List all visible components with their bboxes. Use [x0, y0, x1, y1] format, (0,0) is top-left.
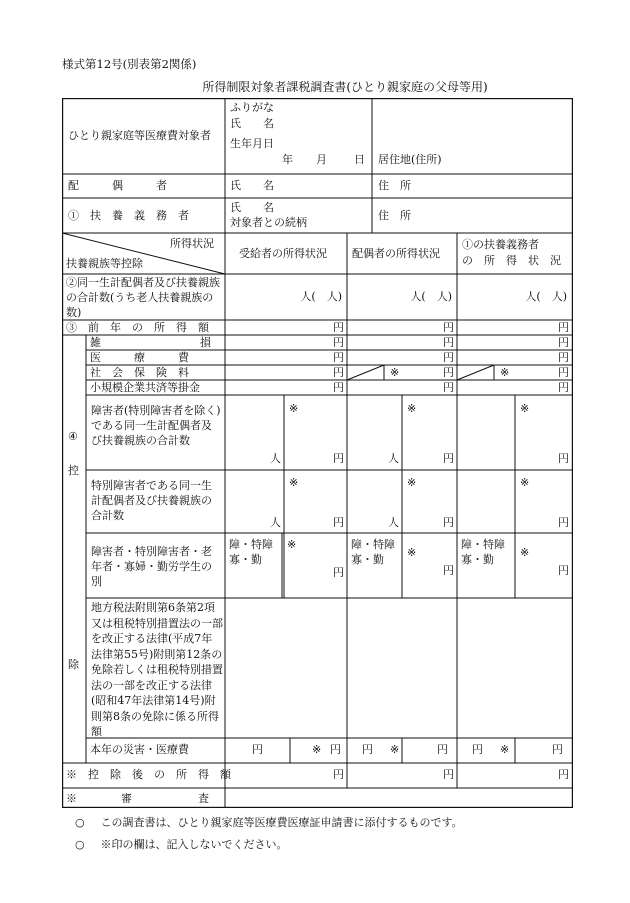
- note-item: [75, 834, 463, 856]
- category-label: 障害者・特別障害者・老年者・寡婦・勤労学生の別: [91, 545, 212, 588]
- disabled-obligor-yen: 円: [558, 452, 569, 465]
- special-disabled-spouse-mark: ※: [407, 476, 417, 489]
- disaster-obligor-mark: ※: [500, 743, 510, 756]
- prev-income-label: ③ 前 年 の 所 得 額: [66, 321, 209, 334]
- social-insurance-recipient-yen: 円: [333, 366, 344, 379]
- category-obligor-choice1: 障・特障: [461, 538, 505, 551]
- small-business-obligor-yen: 円: [558, 381, 569, 394]
- residence-label: 居住地(住所): [378, 153, 442, 166]
- disaster-spouse-yen-1: 円: [362, 743, 373, 756]
- disaster-spouse-mark: ※: [390, 743, 400, 756]
- social-insurance-spouse-mark: ※: [390, 366, 400, 379]
- disaster-label: 本年の災害・医療費: [90, 743, 189, 756]
- survey-form-table: [62, 98, 573, 808]
- header-obligor-1: ①の扶養義務者: [462, 238, 539, 251]
- disabled-recipient-yen: 円: [333, 452, 344, 465]
- obligor-label: ① 扶 養 義 務 者: [68, 209, 189, 222]
- page-title: 所得制限対象者課税調査書(ひとり親家庭の父母等用): [202, 80, 488, 94]
- medical-recipient-yen: 円: [333, 351, 344, 364]
- deduction-char-1: 控: [68, 464, 79, 477]
- birth-year-label: 年: [282, 153, 293, 166]
- category-spouse-choice2: 寡・勤: [351, 553, 384, 566]
- social-insurance-obligor-yen: 円: [558, 366, 569, 379]
- special-disabled-recipient-person: 人: [270, 516, 281, 529]
- furigana-label: ふりがな: [230, 101, 274, 114]
- category-obligor-yen: 円: [558, 564, 569, 577]
- form-number: 様式第12号(別表第2関係): [62, 57, 197, 71]
- special-disabled-recipient-yen: 円: [333, 516, 344, 529]
- category-recipient-choice2: 寡・勤: [229, 553, 262, 566]
- disaster-recipient-yen-2: 円: [330, 743, 341, 756]
- deduction-char-2: 除: [68, 658, 79, 671]
- special-disabled-spouse-person: 人: [388, 516, 399, 529]
- after-deduction-label: ※ 控 除 後 の 所 得 額: [66, 768, 231, 781]
- spouse-name-label: 氏 名: [230, 179, 274, 192]
- birthdate-label: 生年月日: [230, 137, 274, 150]
- social-insurance-obligor-mark: ※: [500, 366, 510, 379]
- medical-spouse-yen: 円: [443, 351, 454, 364]
- header-spouse: 配偶者の所得状況: [352, 247, 440, 260]
- disaster-obligor-yen-2: 円: [552, 743, 563, 756]
- category-spouse-yen: 円: [443, 564, 454, 577]
- after-deduction-obligor-yen: 円: [558, 768, 569, 781]
- tax-law-label: 地方税法附則第6条第2項又は租税特別措置法の一部を改正する法律(平成7年法律第55号)附則第12条の免除若しくは租税特別措置法の一部を改正する法律(昭和47年法律第14号)附則第8条の免除に係る所得額: [91, 601, 223, 738]
- obligor-dependents-count: 人( 人): [525, 290, 567, 303]
- special-disabled-obligor-mark: ※: [520, 476, 530, 489]
- category-spouse-mark: ※: [407, 546, 417, 559]
- category-obligor-mark: ※: [520, 546, 530, 559]
- disaster-recipient-mark: ※: [312, 743, 322, 756]
- disaster-obligor-yen-1: 円: [472, 743, 483, 756]
- disabled-recipient-mark: ※: [289, 402, 299, 415]
- prev-income-spouse-yen: 円: [443, 321, 454, 334]
- medical-obligor-yen: 円: [558, 351, 569, 364]
- review-label: ※ 審 査: [66, 792, 209, 805]
- small-business-spouse-yen: 円: [443, 381, 454, 394]
- disaster-recipient-yen-1: 円: [252, 743, 263, 756]
- deduction-number: ④: [68, 430, 78, 443]
- category-recipient-choice1: 障・特障: [229, 538, 273, 551]
- disabled-spouse-person: 人: [388, 452, 399, 465]
- category-recipient-mark: ※: [287, 538, 297, 551]
- disabled-recipient-person: 人: [270, 452, 281, 465]
- target-name-label: 氏 名: [230, 117, 274, 130]
- special-disabled-recipient-mark: ※: [289, 476, 299, 489]
- obligor-relation-label: 対象者との続柄: [230, 216, 307, 229]
- misc-loss-label: 雑 損: [90, 336, 211, 349]
- misc-loss-obligor-yen: 円: [558, 336, 569, 349]
- misc-loss-spouse-yen: 円: [443, 336, 454, 349]
- header-obligor-2: の 所 得 状 況: [462, 254, 561, 267]
- target-label: ひとり親家庭等医療費対象者: [68, 129, 211, 142]
- spouse-dependents-count: 人( 人): [410, 290, 452, 303]
- spouse-label: 配 偶 者: [68, 179, 167, 192]
- special-disabled-spouse-yen: 円: [443, 516, 454, 529]
- header-income-status: 所得状況: [170, 237, 214, 250]
- small-business-label: 小規模企業共済等掛金: [90, 381, 200, 394]
- dependents-label: ②同一生計配偶者及び扶養親族の合計数(うち老人扶養親族の数): [66, 276, 220, 319]
- special-disabled-label: 特別障害者である同一生計配偶者及び扶養親族の合計数: [91, 479, 212, 522]
- prev-income-obligor-yen: 円: [558, 321, 569, 334]
- note-bullet: ○: [75, 816, 85, 829]
- category-obligor-choice2: 寡・勤: [461, 553, 494, 566]
- social-insurance-spouse-yen: 円: [443, 366, 454, 379]
- disabled-obligor-mark: ※: [520, 402, 530, 415]
- header-recipient: 受給者の所得状況: [239, 247, 327, 260]
- category-spouse-choice1: 障・特障: [351, 538, 395, 551]
- category-recipient-yen: 円: [333, 566, 344, 579]
- after-deduction-spouse-yen: 円: [443, 768, 454, 781]
- social-insurance-label: 社 会 保 険 料: [90, 366, 189, 379]
- disabled-spouse-yen: 円: [443, 452, 454, 465]
- header-deductions: 扶養親族等控除: [66, 257, 143, 270]
- birth-month-label: 月: [316, 153, 327, 166]
- note-text: この調査書は、ひとり親家庭等医療費医療証申請書に添付するものです。: [100, 816, 463, 829]
- birth-day-label: 日: [354, 153, 365, 166]
- note-text: ※印の欄は、記入しないでください。: [100, 838, 288, 851]
- after-deduction-recipient-yen: 円: [333, 768, 344, 781]
- obligor-name-label: 氏 名: [230, 201, 274, 214]
- medical-label: 医 療 費: [90, 351, 189, 364]
- note-bullet: ○: [75, 838, 85, 851]
- special-disabled-obligor-yen: 円: [558, 516, 569, 529]
- misc-loss-recipient-yen: 円: [333, 336, 344, 349]
- obligor-address-label: 住 所: [378, 209, 411, 222]
- recipient-dependents-count: 人( 人): [300, 290, 342, 303]
- spouse-address-label: 住 所: [378, 179, 411, 192]
- disabled-spouse-mark: ※: [407, 402, 417, 415]
- disaster-spouse-yen-2: 円: [437, 743, 448, 756]
- note-item: [75, 812, 463, 834]
- notes: [75, 812, 463, 856]
- disabled-label: 障害者(特別障害者を除く)である同一生計配偶者及び扶養親族の合計数: [91, 404, 221, 447]
- prev-income-recipient-yen: 円: [333, 321, 344, 334]
- small-business-recipient-yen: 円: [333, 381, 344, 394]
